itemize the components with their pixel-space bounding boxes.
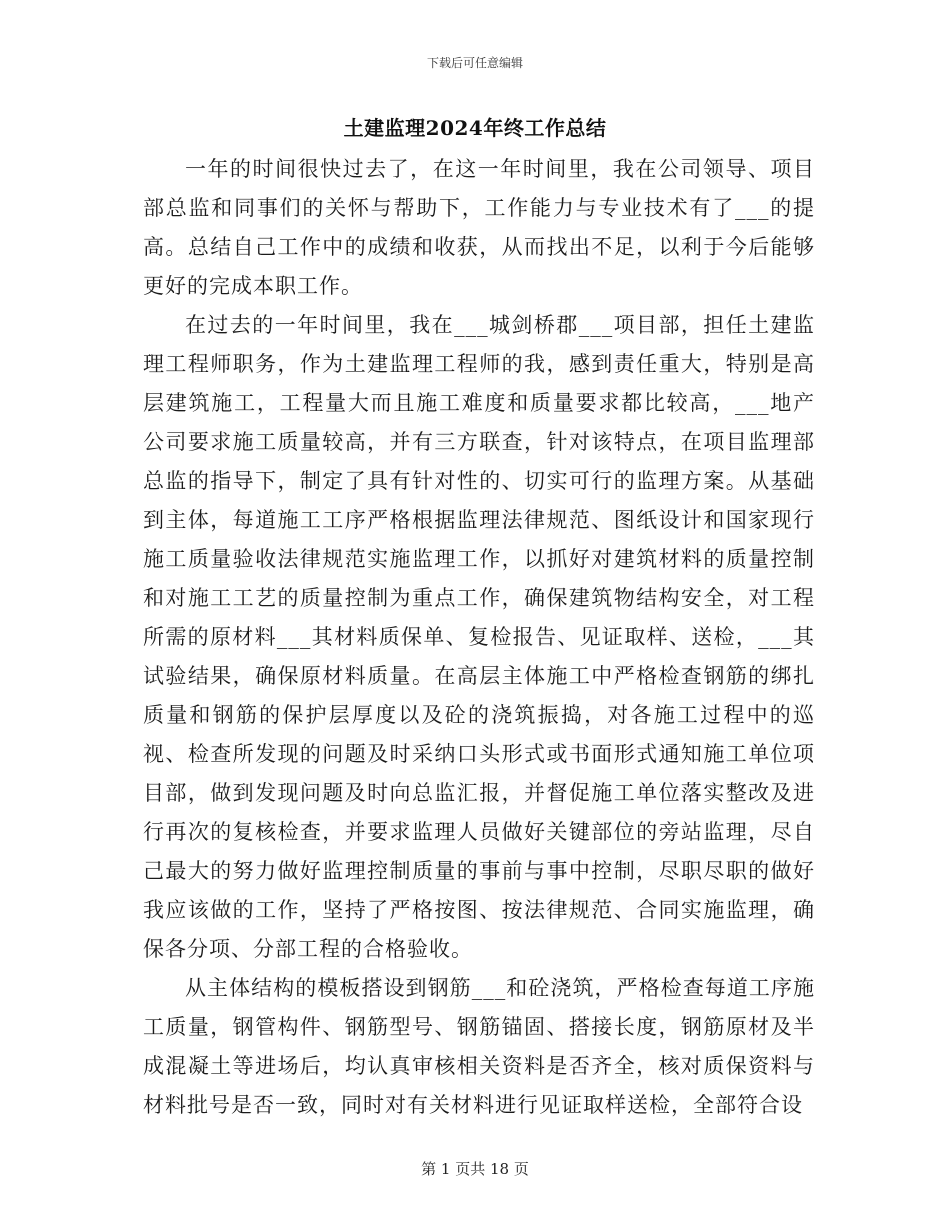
- page-footer: 第 1 页共 18 页: [421, 1160, 529, 1178]
- header-note: 下载后可任意编辑: [426, 56, 523, 70]
- paragraph-intro: 一年的时间很快过去了，在这一年时间里，我在公司领导、项目部总监和同事们的关怀与帮助下，工作能力与专业技术有了___的提高。总结自己工作中的成绩和收获，从而找出不足，以利于今后能够更好的完成本职工作。: [143, 157, 815, 298]
- document-title: 土建监理2024年终工作总结: [343, 116, 607, 140]
- paragraph-work-review: 在过去的一年时间里，我在___城剑桥郡___项目部，担任土建监理工程师职务，作为土建监理工程师的我，感到责任重大，特别是高层建筑施工，工程量大而且施工难度和质量要求都比较高，___地产公司要求施工质量较高，并有三方联查，针对该特点，在项目监理部总监的指导下，制定了具有针对性的、切实可行的监理方案。从基础到主体，每道施工工序严格根据监理法律规范、图纸设计和国家现行施工质量验收法律规范实施监理工作，以抓好对建筑材料的质量控制和对施工工艺的质量控制为重点工作，确保建筑物结构安全，对工程所需的原材料___其材料质保单、复检报告、见证取样、送检，___其试验结果，确保原材料质量。在高层主体施工中严格检查钢筋的绑扎质量和钢筋的保护层厚度以及砼的浇筑振捣，对各施工过程中的巡视、检查所发现的问题及时采纳口头形式或书面形式通知施工单位项目部，做到发现问题及时向总监汇报，并督促施工单位落实整改及进行再次的复核检查，并要求监理人员做好关键部位的旁站监理，尽自己最大的努力做好监理控制质量的事前与事中控制，尽职尽职的做好我应该做的工作，坚持了严格按图、按法律规范、合同实施监理，确保各分项、分部工程的合格验收。: [143, 313, 815, 961]
- paragraph-main-structure: 从主体结构的模板搭设到钢筋___和砼浇筑，严格检查每道工序施工质量，钢管构件、钢筋型号、钢筋锚固、搭接长度，钢筋原材及半成混凝土等进场后，均认真审核相关资料是否齐全，核对质保资料与材料批号是否一致，同时对有关材料进行见证取样送检，全部符合设: [143, 976, 815, 1117]
- document-body: [143, 150, 815, 1125]
